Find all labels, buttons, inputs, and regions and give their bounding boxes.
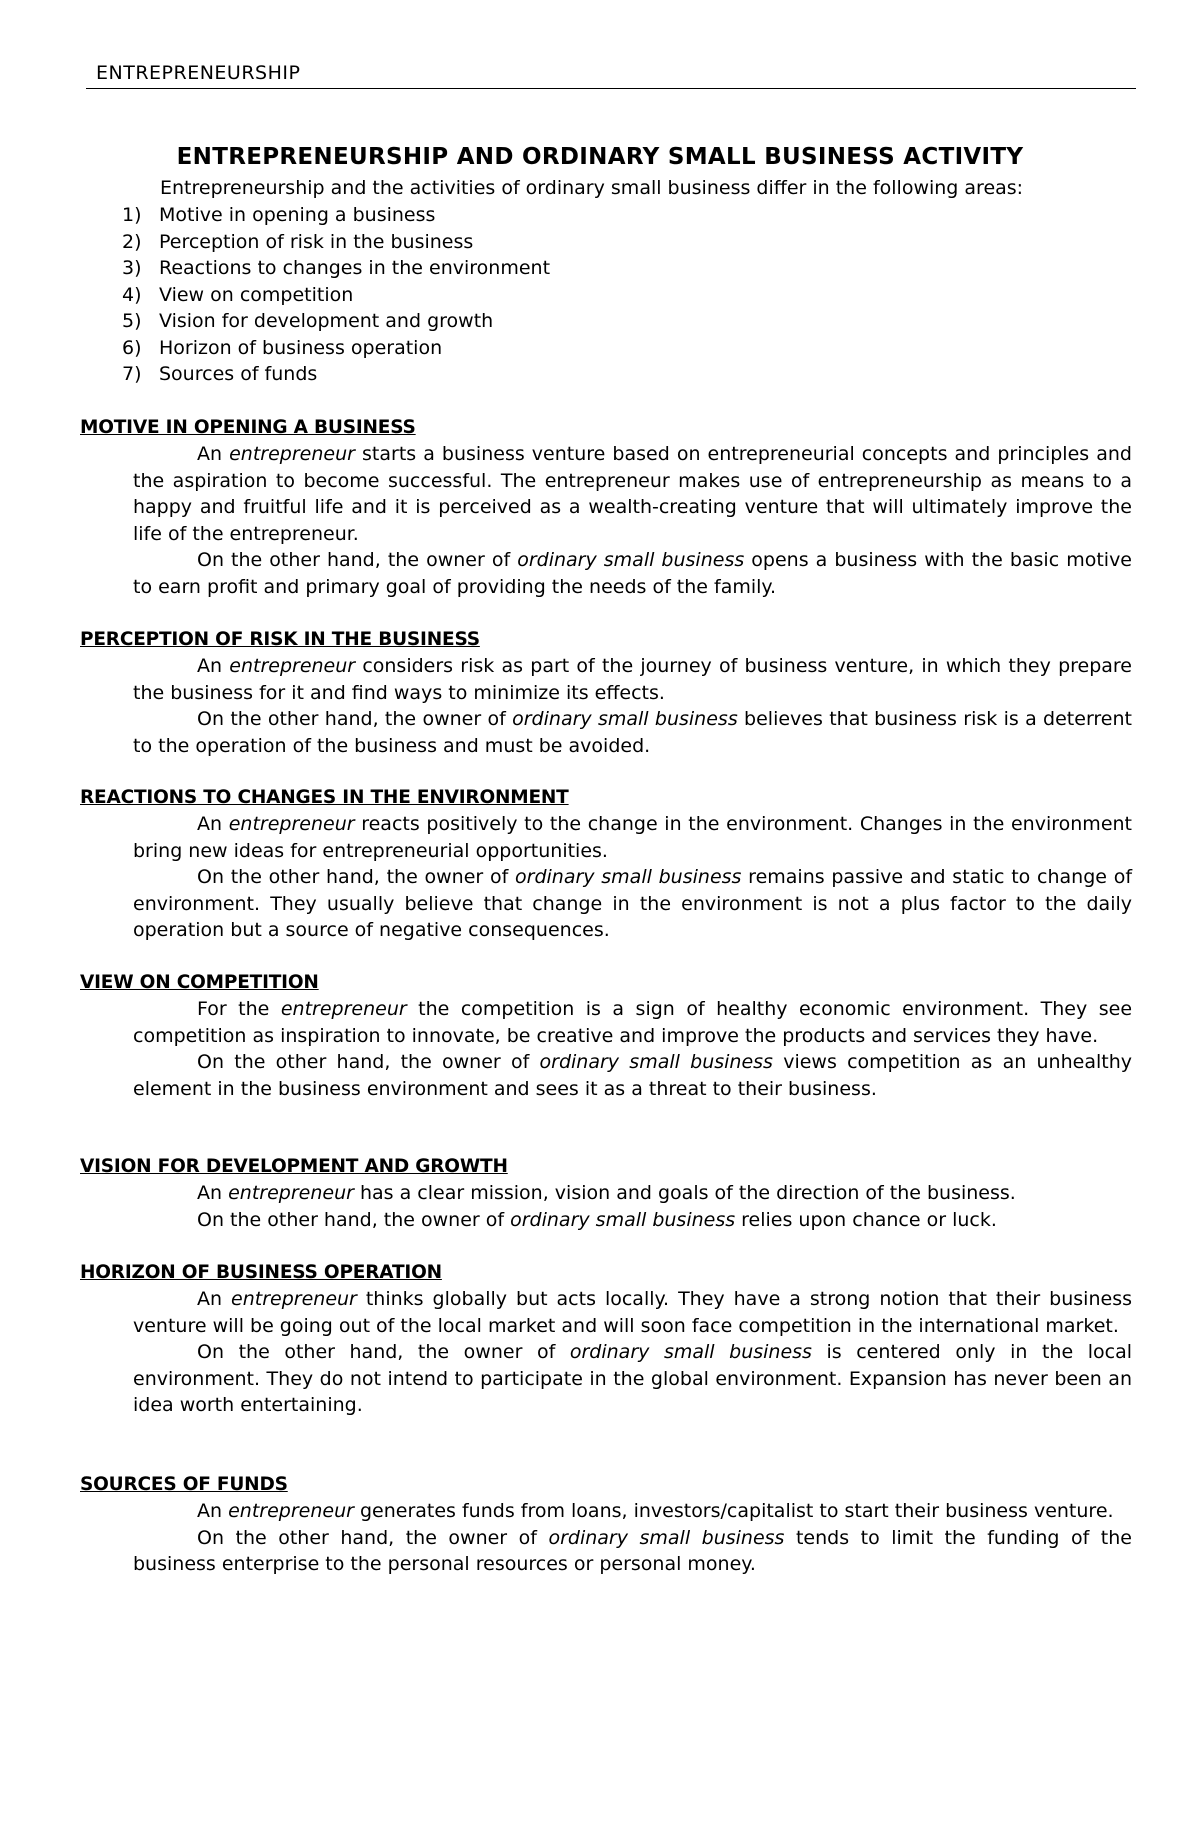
entrepreneur-paragraph	[133, 1180, 1132, 1207]
section-heading: HORIZON OF BUSINESS OPERATION	[80, 1262, 442, 1283]
text-run: On the other hand, the owner of	[197, 1341, 570, 1363]
list-item-number: 6)	[122, 336, 142, 359]
section-heading: VIEW ON COMPETITION	[80, 972, 319, 993]
section-heading: VISION FOR DEVELOPMENT AND GROWTH	[80, 1156, 508, 1177]
list-item	[122, 229, 550, 256]
list-item	[122, 335, 550, 362]
emphasis: ordinary small business	[515, 866, 742, 888]
section-heading: PERCEPTION OF RISK IN THE BUSINESS	[80, 629, 480, 650]
text-run: reacts positively to the change in the environment. Changes in the environment bring new ideas for entrepreneurial opportunities.	[133, 813, 1132, 862]
section-horizon	[80, 1260, 1132, 1419]
text-run: On the other hand, the owner of	[197, 549, 518, 571]
text-run: An	[197, 1288, 232, 1310]
emphasis: ordinary small business	[539, 1051, 773, 1073]
emphasis: entrepreneur	[228, 813, 355, 835]
small-business-paragraph	[133, 706, 1132, 759]
list-item-label: Motive in opening a business	[159, 204, 436, 226]
list-item-number: 2)	[122, 230, 142, 253]
list-item-label: Sources of funds	[159, 363, 318, 385]
entrepreneur-paragraph	[133, 1498, 1132, 1525]
text-run: On the other hand, the owner of	[197, 1051, 540, 1073]
list-item-number: 4)	[122, 283, 142, 306]
text-run: An	[197, 443, 230, 465]
list-item-label: View on competition	[159, 283, 354, 306]
text-run: On the other hand, the owner of	[197, 1526, 549, 1549]
emphasis: ordinary small business	[569, 1341, 812, 1363]
intro-text: Entrepreneurship and the activities of ordinary small business differ in the following areas:	[160, 177, 1024, 199]
list-item	[122, 255, 550, 282]
entrepreneur-paragraph	[133, 1286, 1132, 1339]
list-item-number: 3)	[122, 257, 142, 279]
small-business-paragraph	[133, 864, 1132, 944]
text-run: On the other hand, the owner of	[197, 1208, 511, 1231]
list-item-number: 1)	[122, 204, 142, 226]
section-heading: REACTIONS TO CHANGES IN THE ENVIRONMENT	[80, 787, 569, 808]
list-item-label: Perception of risk in the business	[159, 230, 474, 253]
entrepreneur-paragraph	[133, 996, 1132, 1049]
text-run: has a clear mission, vision and goals of the direction of the business.	[353, 1182, 1016, 1204]
text-run: thinks globally but acts locally. They have a strong notion that their business venture will be going out of the local market and will soon face competition in the international market.	[133, 1288, 1132, 1337]
emphasis: entrepreneur	[228, 1182, 354, 1204]
list-item	[122, 361, 550, 388]
running-header: ENTREPRENEURSHIP	[96, 62, 301, 84]
entrepreneur-paragraph	[133, 811, 1132, 864]
entrepreneur-paragraph	[133, 653, 1132, 706]
text-run: An	[197, 655, 230, 677]
text-run: remains passive and static to change of environment. They usually believe that change in the environment is not a plus factor to the daily operation but a source of negative consequences.	[133, 866, 1133, 941]
small-business-paragraph	[133, 1525, 1132, 1578]
emphasis: ordinary small business	[517, 549, 745, 571]
small-business-paragraph	[133, 1207, 1132, 1234]
emphasis: entrepreneur	[280, 998, 407, 1020]
text-run: views competition as an unhealthy element in the business environment and sees it as a threat to their business.	[133, 1051, 1132, 1100]
page-title: ENTREPRENEURSHIP AND ORDINARY SMALL BUSINESS ACTIVITY	[176, 144, 1024, 170]
emphasis: ordinary small business	[512, 708, 738, 730]
text-run: On the other hand, the owner of	[197, 866, 516, 888]
text-run: An	[197, 1182, 229, 1204]
section-risk	[80, 627, 1132, 759]
emphasis: entrepreneur	[228, 1500, 354, 1522]
small-business-paragraph	[133, 547, 1132, 600]
list-item-number: 7)	[122, 363, 142, 385]
list-item-label: Vision for development and growth	[159, 310, 494, 332]
text-run: tends to limit the funding of the business enterprise to the personal resources or personal money.	[133, 1526, 1132, 1575]
text-run: is centered only in the local environment. They do not intend to participate in the global environment. Expansion has never been an idea worth entertaining.	[133, 1341, 1133, 1416]
emphasis: entrepreneur	[231, 1288, 357, 1310]
list-item	[122, 282, 550, 309]
emphasis: entrepreneur	[229, 443, 355, 465]
section-motive	[80, 415, 1132, 600]
header-rule	[86, 88, 1136, 89]
text-run: starts a business venture based on entrepreneurial concepts and principles and the aspiration to become successful. The entrepreneur makes use of entrepreneurship as means to a happy and fruitful life and it is perceived as a wealth-creating venture that will ultimately improve the life of the entrepreneur.	[133, 443, 1132, 545]
small-business-paragraph	[133, 1339, 1132, 1419]
text-run: On the other hand, the owner of	[197, 708, 513, 730]
list-item-number: 5)	[122, 310, 142, 332]
text-run: For the	[197, 998, 281, 1020]
list-item-label: Horizon of business operation	[159, 336, 443, 359]
section-competition	[80, 970, 1132, 1102]
text-run: believes that business risk is a deterrent to the operation of the business and must be avoided.	[133, 708, 1132, 757]
section-funds	[80, 1472, 1132, 1578]
section-heading: SOURCES OF FUNDS	[80, 1474, 288, 1495]
emphasis: ordinary small business	[548, 1526, 785, 1549]
small-business-paragraph	[133, 1049, 1132, 1102]
section-heading: MOTIVE IN OPENING A BUSINESS	[80, 417, 416, 438]
list-item	[122, 202, 550, 229]
list-item-label: Reactions to changes in the environment	[159, 257, 551, 279]
text-run: the competition is a sign of healthy economic environment. They see competition as inspiration to innovate, be creative and improve the products and services they have.	[133, 998, 1133, 1047]
text-run: opens a business with the basic motive to earn profit and primary goal of providing the needs of the family.	[133, 549, 1132, 598]
entrepreneur-paragraph	[133, 441, 1132, 547]
text-run: An	[197, 1500, 229, 1522]
emphasis: entrepreneur	[229, 655, 356, 677]
text-run: relies upon chance or luck.	[735, 1208, 997, 1231]
areas-list	[122, 202, 550, 388]
text-run: An	[197, 813, 229, 835]
text-run: considers risk as part of the journey of business venture, in which they prepare the business for it and find ways to minimize its effects.	[133, 655, 1132, 704]
text-run: generates funds from loans, investors/capitalist to start their business venture.	[353, 1500, 1114, 1522]
list-item	[122, 308, 550, 335]
emphasis: ordinary small business	[510, 1208, 736, 1231]
section-vision	[80, 1154, 1132, 1233]
section-environment	[80, 785, 1132, 944]
